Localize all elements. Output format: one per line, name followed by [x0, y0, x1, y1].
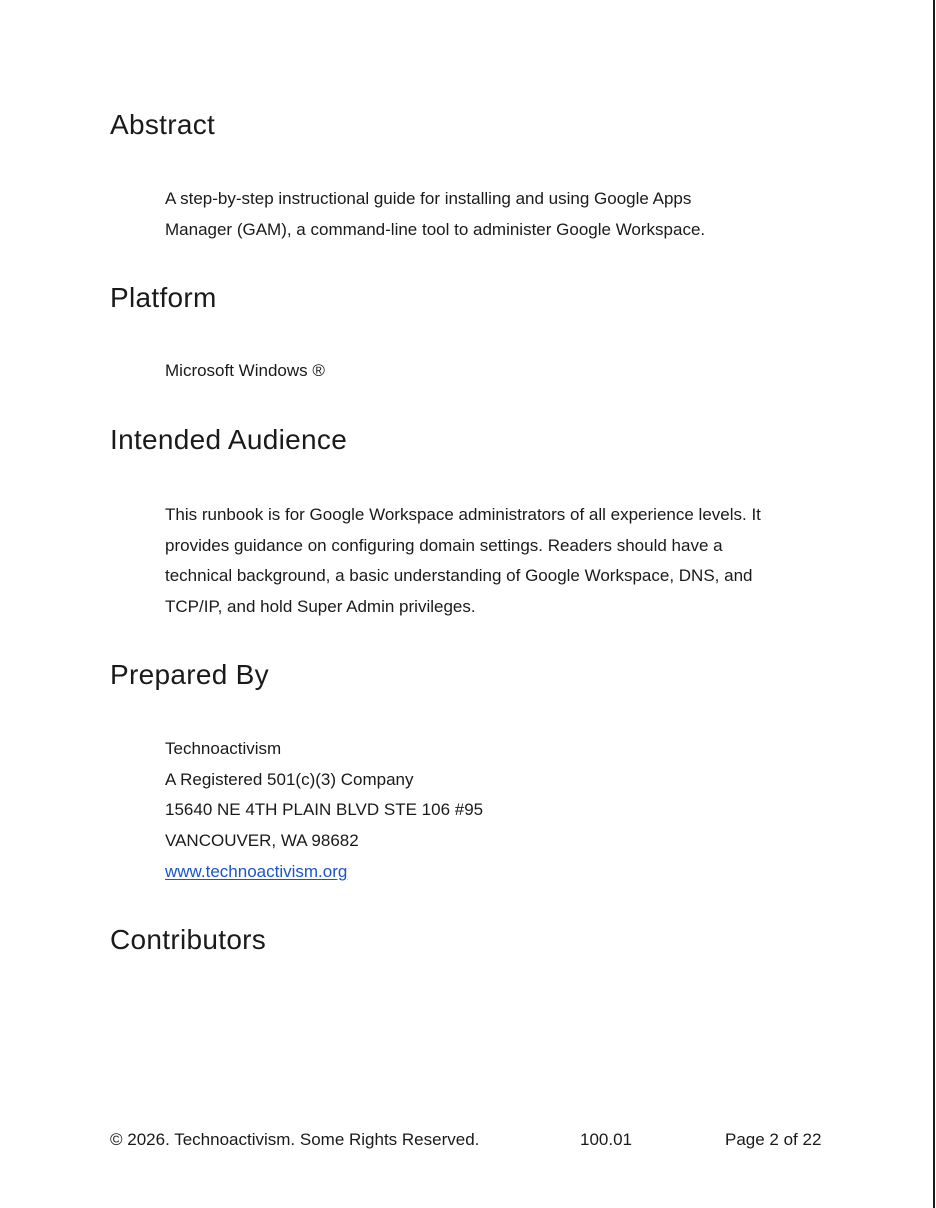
prepared-by-block [165, 734, 825, 888]
platform-heading: Platform [110, 282, 217, 313]
prepared-by-heading: Prepared By [110, 659, 269, 690]
audience-text [165, 500, 825, 623]
footer-copyright: © 2026. Technoactivism. Some Rights Reserved. [110, 1130, 480, 1149]
footer-version: 100.01 [580, 1130, 632, 1149]
audience-line: technical background, a basic understanding of Google Workspace, DNS, and [165, 566, 753, 586]
footer-page-number: Page 2 of 22 [725, 1130, 822, 1149]
website-link[interactable]: www.technoactivism.org [165, 861, 348, 881]
platform-text [165, 356, 825, 387]
abstract-line: Manager (GAM), a command-line tool to administer Google Workspace. [165, 219, 706, 239]
audience-heading: Intended Audience [110, 424, 348, 455]
organization-designation: A Registered 501(c)(3) Company [165, 769, 414, 789]
organization-name: Technoactivism [165, 739, 282, 758]
audience-line: This runbook is for Google Workspace administrators of all experience levels. It [165, 505, 761, 524]
website-line [165, 857, 825, 888]
audience-line: provides guidance on configuring domain settings. Readers should have a [165, 535, 723, 555]
platform-line: Microsoft Windows ® [165, 361, 325, 380]
contributors-heading: Contributors [110, 924, 267, 955]
audience-line: TCP/IP, and hold Super Admin privileges. [165, 597, 476, 617]
abstract-text [165, 184, 825, 245]
abstract-heading: Abstract [110, 109, 216, 140]
address-line: 15640 NE 4TH PLAIN BLVD STE 106 #95 [165, 800, 484, 820]
abstract-line: A step-by-step instructional guide for installing and using Google Apps [165, 189, 692, 208]
address-line: VANCOUVER, WA 98682 [165, 831, 359, 851]
